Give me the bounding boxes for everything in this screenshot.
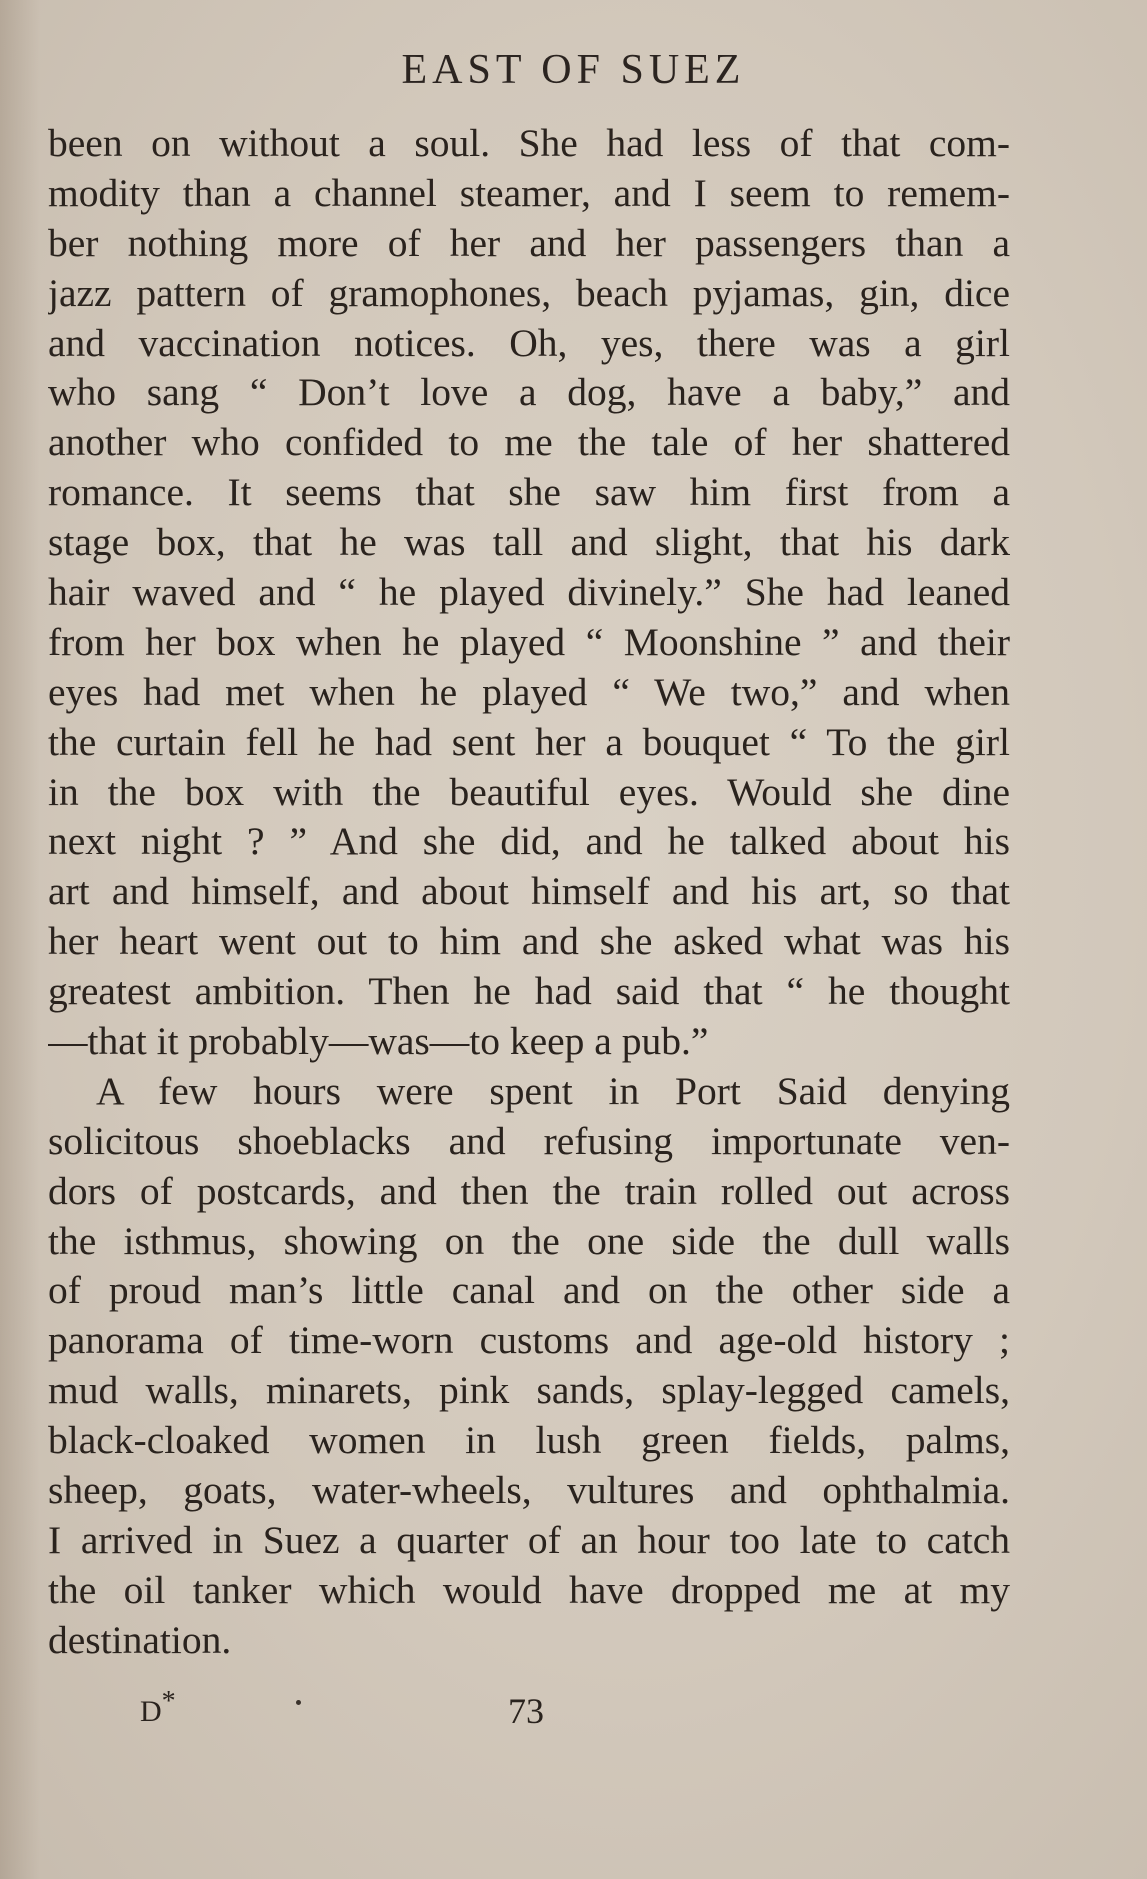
- text-line: the isthmus, showing on the one side the dull walls: [48, 1218, 1010, 1263]
- text-line: and vaccination notices. Oh, yes, there was a girl: [48, 320, 1010, 365]
- text-line: hair waved and “ he played divinely.” She had leaned: [48, 570, 1010, 615]
- text-line: greatest ambition. Then he had said that “ he thought: [48, 969, 1010, 1014]
- text-line: from her box when he played “ Moonshine ” and their: [48, 619, 1010, 664]
- footer-dot: [296, 1700, 301, 1705]
- text-line: I arrived in Suez a quarter of an hour too late to catch: [48, 1517, 1010, 1562]
- text-line: mud walls, minarets, pink sands, splay-legged camels,: [48, 1368, 1010, 1413]
- text-line: black-cloaked women in lush green fields, palms,: [48, 1418, 1010, 1463]
- running-head: EAST OF SUEZ: [401, 47, 746, 93]
- page-edge-shadow: [0, 0, 40, 1879]
- text-line: panorama of time-worn customs and age-old history ;: [48, 1318, 1010, 1363]
- text-line: dors of postcards, and then the train rolled out across: [48, 1168, 1010, 1213]
- text-line: been on without a soul. She had less of that com-: [48, 121, 1010, 165]
- body-text: [48, 118, 1010, 1665]
- text-line: ber nothing more of her and her passengers than a: [48, 220, 1010, 265]
- text-line: sheep, goats, water-wheels, vultures and ophthalmia.: [48, 1468, 1010, 1513]
- text-line: another who confided to me the tale of her shattered: [48, 420, 1010, 465]
- text-line: in the box with the beautiful eyes. Would she dine: [48, 769, 1010, 814]
- page-number: 73: [508, 1691, 544, 1731]
- text-line: next night ? ” And she did, and he talked about his: [48, 819, 1010, 864]
- text-line: of proud man’s little canal and on the other side a: [48, 1268, 1010, 1313]
- text-line: her heart went out to him and she asked what was his: [48, 919, 1010, 964]
- text-line: jazz pattern of gramophones, beach pyjamas, gin, dice: [48, 270, 1010, 315]
- signature-asterisk: *: [161, 1686, 176, 1717]
- text-line: modity than a channel steamer, and I seem to remem-: [48, 170, 1010, 215]
- text-line: art and himself, and about himself and his art, so that: [48, 869, 1010, 914]
- signature-mark: [140, 1686, 176, 1729]
- signature-letter: D: [140, 1695, 162, 1728]
- text-line: stage box, that he was tall and slight, that his dark: [48, 520, 1010, 565]
- text-line: the oil tanker which would have dropped me at my: [48, 1567, 1010, 1612]
- text-line: destination.: [48, 1617, 232, 1662]
- text-line: the curtain fell he had sent her a bouquet “ To the girl: [48, 719, 1010, 764]
- text-line: romance. It seems that she saw him first from a: [48, 470, 1010, 515]
- text-line-paragraph-start: A few hours were spent in Port Said denying: [96, 1068, 1010, 1113]
- text-line: who sang “ Don’t love a dog, have a baby,” and: [48, 370, 1010, 415]
- text-line: —that it probably—was—to keep a pub.”: [48, 1019, 709, 1064]
- text-line: solicitous shoeblacks and refusing importunate ven-: [48, 1118, 1010, 1163]
- text-line: eyes had met when he played “ We two,” and when: [48, 669, 1010, 714]
